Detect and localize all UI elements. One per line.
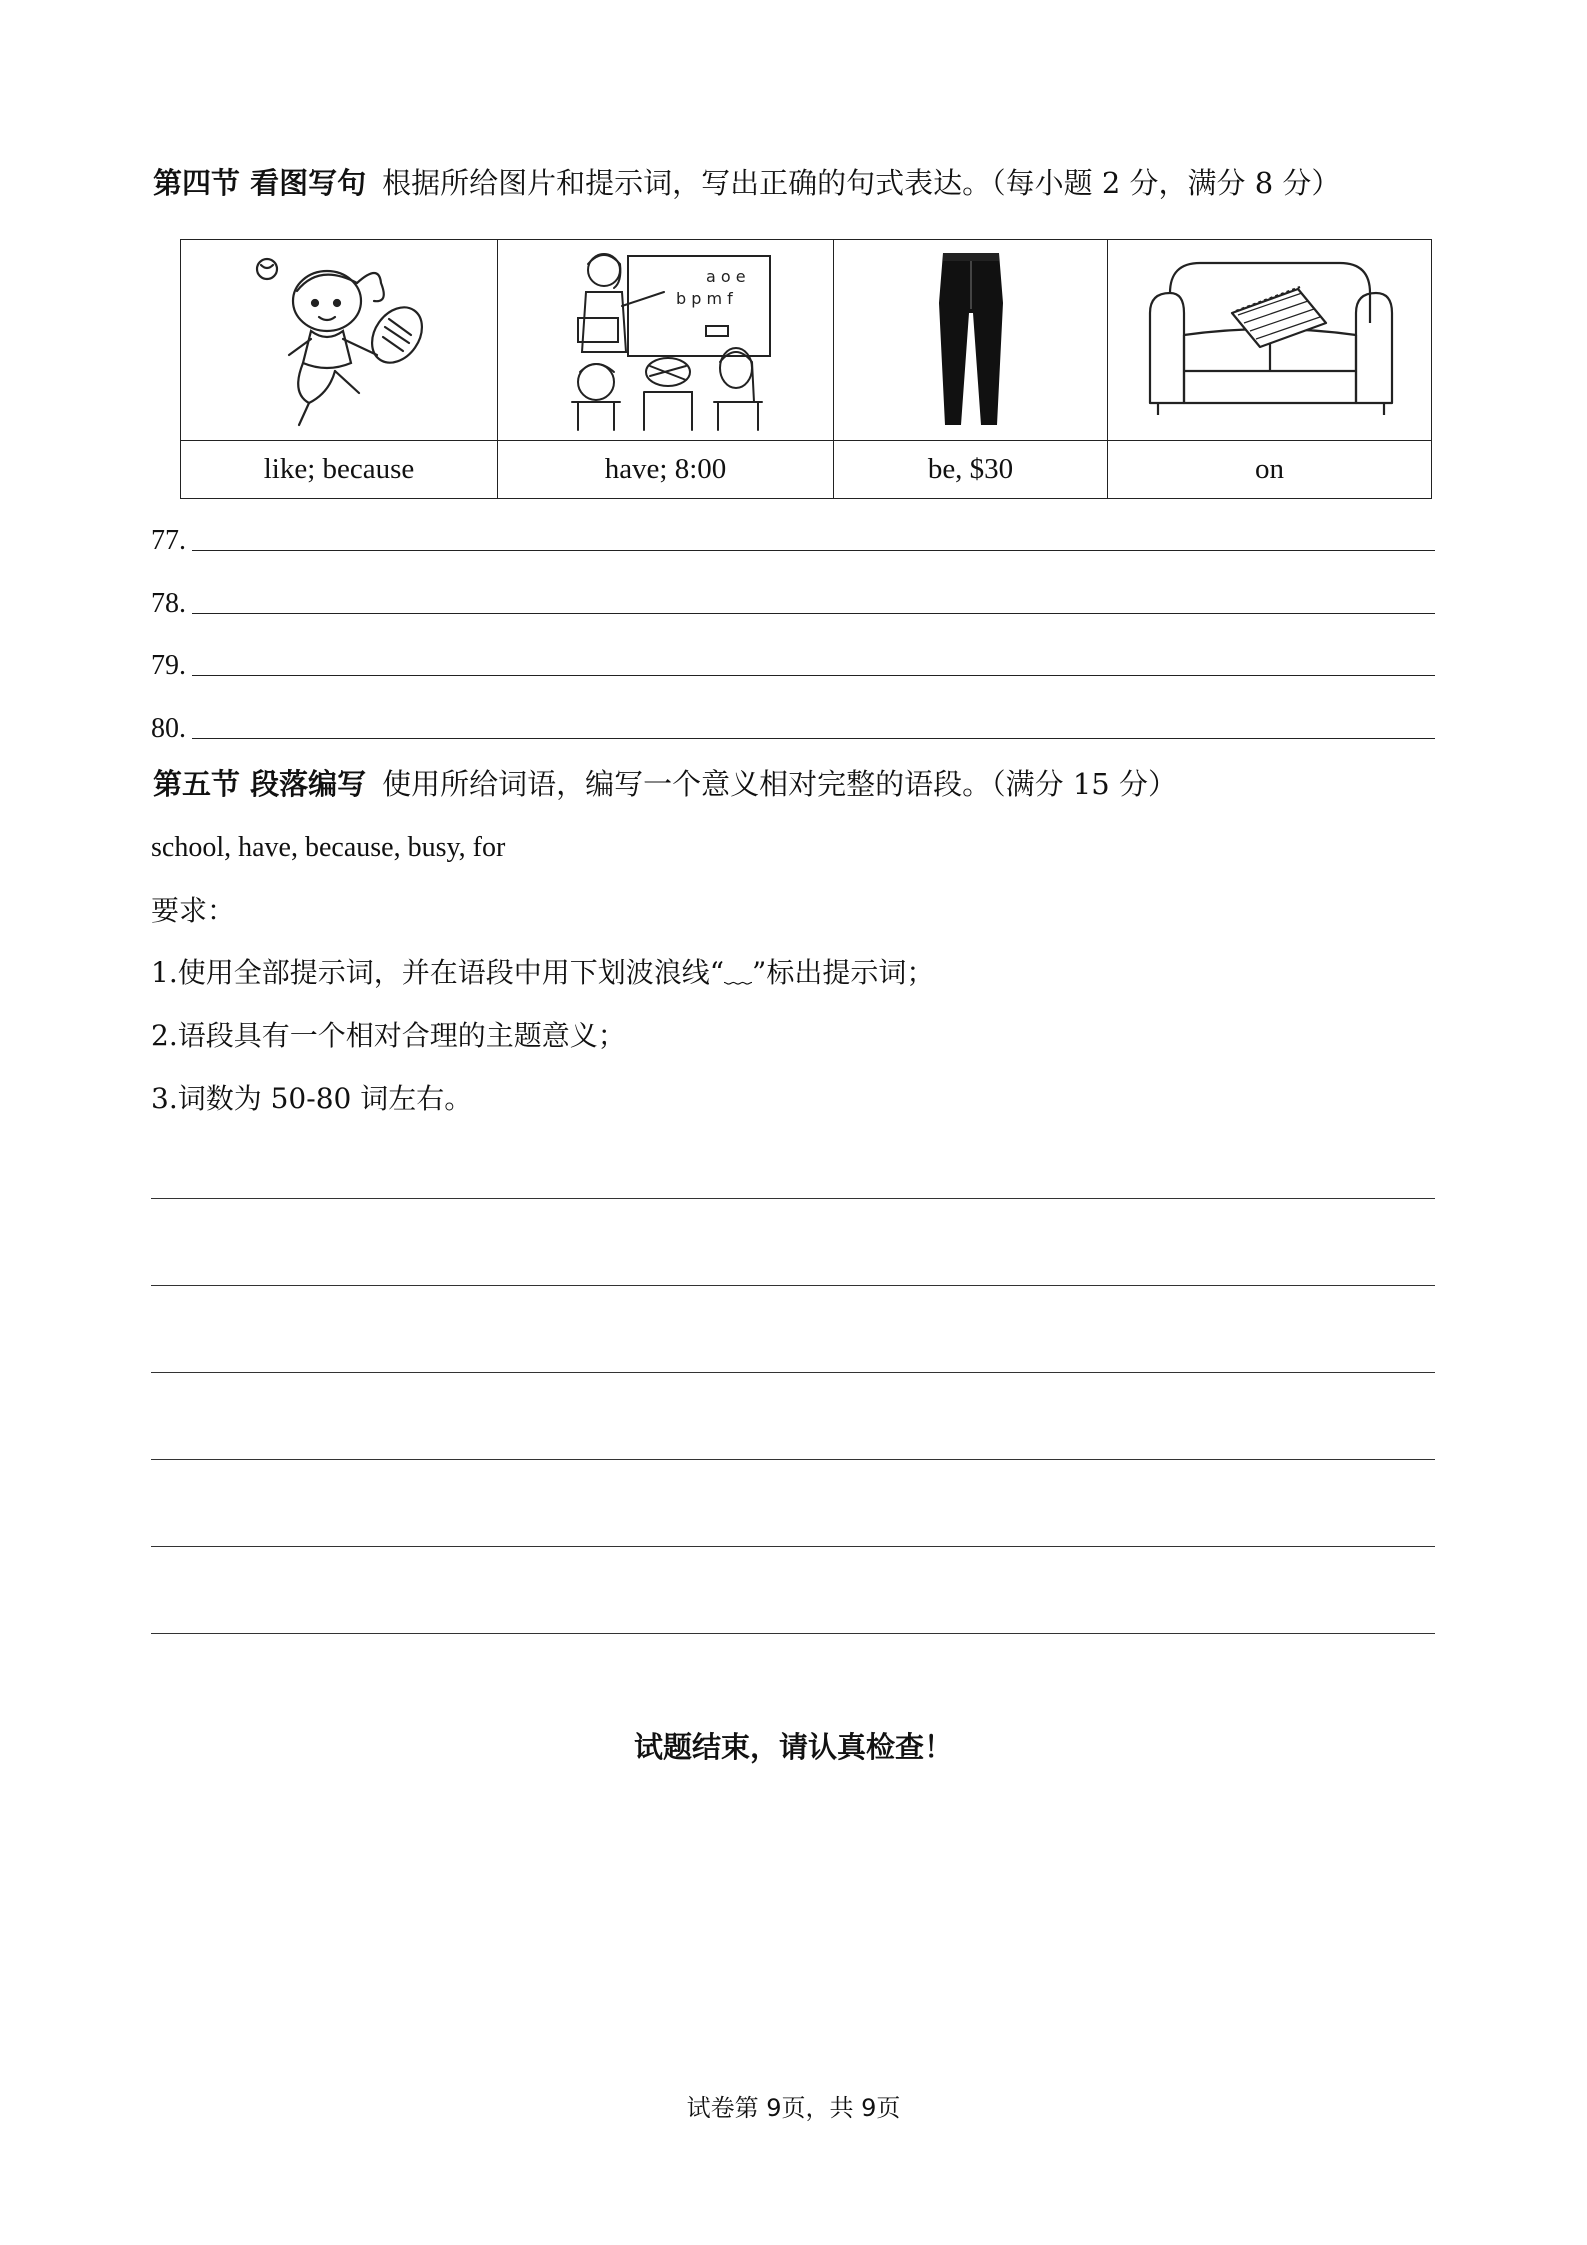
svg-text:b p m f: b p m f	[675, 289, 733, 308]
end-of-exam-note: 试题结束，请认真检查！	[633, 1730, 953, 1764]
given-words: school, have, because, busy, for	[151, 832, 506, 863]
answer-line-77[interactable]	[151, 511, 1435, 556]
section5-header	[153, 764, 1177, 804]
writing-line[interactable]	[151, 1198, 1435, 1199]
prompt-label-1: like; because	[181, 441, 498, 499]
svg-text:a o e: a o e	[705, 267, 746, 286]
prompt-label-3: be, $30	[834, 441, 1108, 499]
requirement-2: 2.语段具有一个相对合理的主题意义；	[151, 1019, 626, 1052]
writing-line[interactable]	[151, 1459, 1435, 1460]
prompt-label-4: on	[1108, 441, 1432, 499]
prompt-label-2: have; 8:00	[498, 441, 834, 499]
question-number: 80.	[151, 713, 186, 744]
answer-rule	[192, 675, 1435, 676]
requirement-1: 1.使用全部提示词，并在语段中用下划波浪线“﹏”标出提示词；	[151, 956, 935, 989]
section4-instruction: 根据所给图片和提示词，写出正确的句式表达。（每小题 2 分，满分 8 分）	[382, 166, 1341, 200]
writing-line[interactable]	[151, 1372, 1435, 1373]
requirements-title: 要求：	[151, 894, 236, 927]
section4-title-part	[153, 166, 382, 200]
section4-title: 第四节 看图写句	[153, 166, 367, 200]
sofa-notebook-icon	[1140, 253, 1400, 423]
writing-line[interactable]	[151, 1546, 1435, 1547]
picture-cell-1	[181, 240, 498, 441]
answer-line-78[interactable]	[151, 574, 1435, 619]
picture-prompt-table	[180, 239, 1432, 499]
writing-line[interactable]	[151, 1633, 1435, 1634]
girl-playing-tennis-icon	[239, 243, 439, 433]
question-number: 79.	[151, 650, 186, 681]
writing-line[interactable]	[151, 1285, 1435, 1286]
picture-cell-4	[1108, 240, 1432, 441]
requirement-3: 3.词数为 50-80 词左右。	[151, 1082, 473, 1115]
answer-rule	[192, 738, 1435, 739]
answer-rule	[192, 550, 1435, 551]
section4-header	[153, 163, 1340, 203]
answer-rule	[192, 613, 1435, 614]
pants-icon	[931, 243, 1011, 433]
page-footer: 试卷第 9页，共 9页	[686, 2094, 901, 2122]
answer-line-80[interactable]	[151, 699, 1435, 744]
question-number: 78.	[151, 588, 186, 619]
section5-instruction: 使用所给词语，编写一个意义相对完整的语段。（满分 15 分）	[382, 767, 1177, 801]
teacher-classroom-icon	[556, 242, 776, 434]
question-number: 77.	[151, 525, 186, 556]
section5-title: 第五节 段落编写	[153, 767, 367, 801]
picture-cell-2	[498, 240, 834, 441]
answer-line-79[interactable]	[151, 636, 1435, 681]
picture-cell-3	[834, 240, 1108, 441]
